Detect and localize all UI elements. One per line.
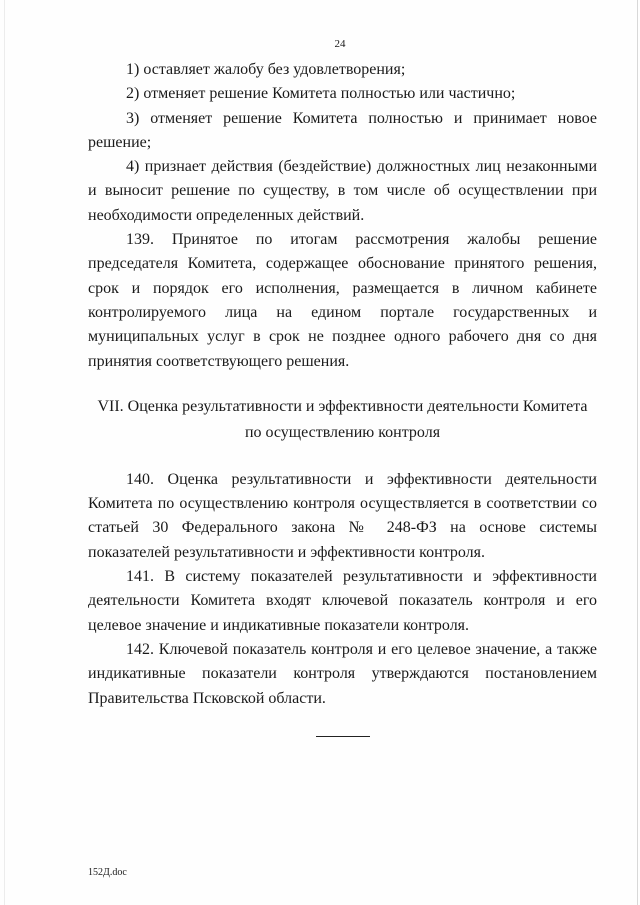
list-item-2: 2) отменяет решение Комитета полностью или частично; (126, 85, 516, 103)
list-item-1: 1) оставляет жалобу без удовлетворения; (126, 61, 406, 78)
document-body (88, 58, 597, 711)
clause-140: 140. Оценка результативности и эффективности деятельности Комитета по осуществлению контроля осуществляется в соответствии со статьей 30 Федерального закона № 248-ФЗ на основе системы показателей результативности и эффективности контроля. (88, 470, 597, 561)
clause-139: 139. Принятое по итогам рассмотрения жалобы решение председателя Комитета, содержащее обоснование принятого решения, срок и порядок его исполнения, размещается в личном кабинете контролируемого лица на едином портале государственных и муниципальных услуг в срок не позднее одного рабочего дня со дня принятия соответствующего решения. (88, 231, 597, 370)
section-heading-line-1: VII. Оценка результативности и эффективности деятельности Комитета (97, 397, 588, 415)
section-heading (88, 394, 597, 446)
list-item-4: 4) признает действия (бездействие) должностных лиц незаконными и выносит решение по существу, в том числе об осуществлении при необходимости определенных действий. (88, 158, 597, 224)
scan-edge-right (637, 0, 638, 905)
end-of-document-rule (316, 736, 370, 737)
scan-edge-left (4, 0, 5, 905)
footer-filename: 152Д.doc (88, 867, 127, 878)
page-number: 24 (334, 38, 346, 50)
section-heading-line-2: по осуществлению контроля (244, 423, 441, 441)
clause-141: 141. В систему показателей результативности и эффективности деятельности Комитета входят ключевой показатель контроля и его целевое значение и индикативные показатели контроля. (88, 568, 597, 634)
clause-142: 142. Ключевой показатель контроля и его целевое значение, а также индикативные показатели контроля утверждаются постановлением Правительства Псковской области. (88, 640, 597, 707)
list-item-3: 3) отменяет решение Комитета полностью и принимает новое решение; (88, 109, 597, 151)
